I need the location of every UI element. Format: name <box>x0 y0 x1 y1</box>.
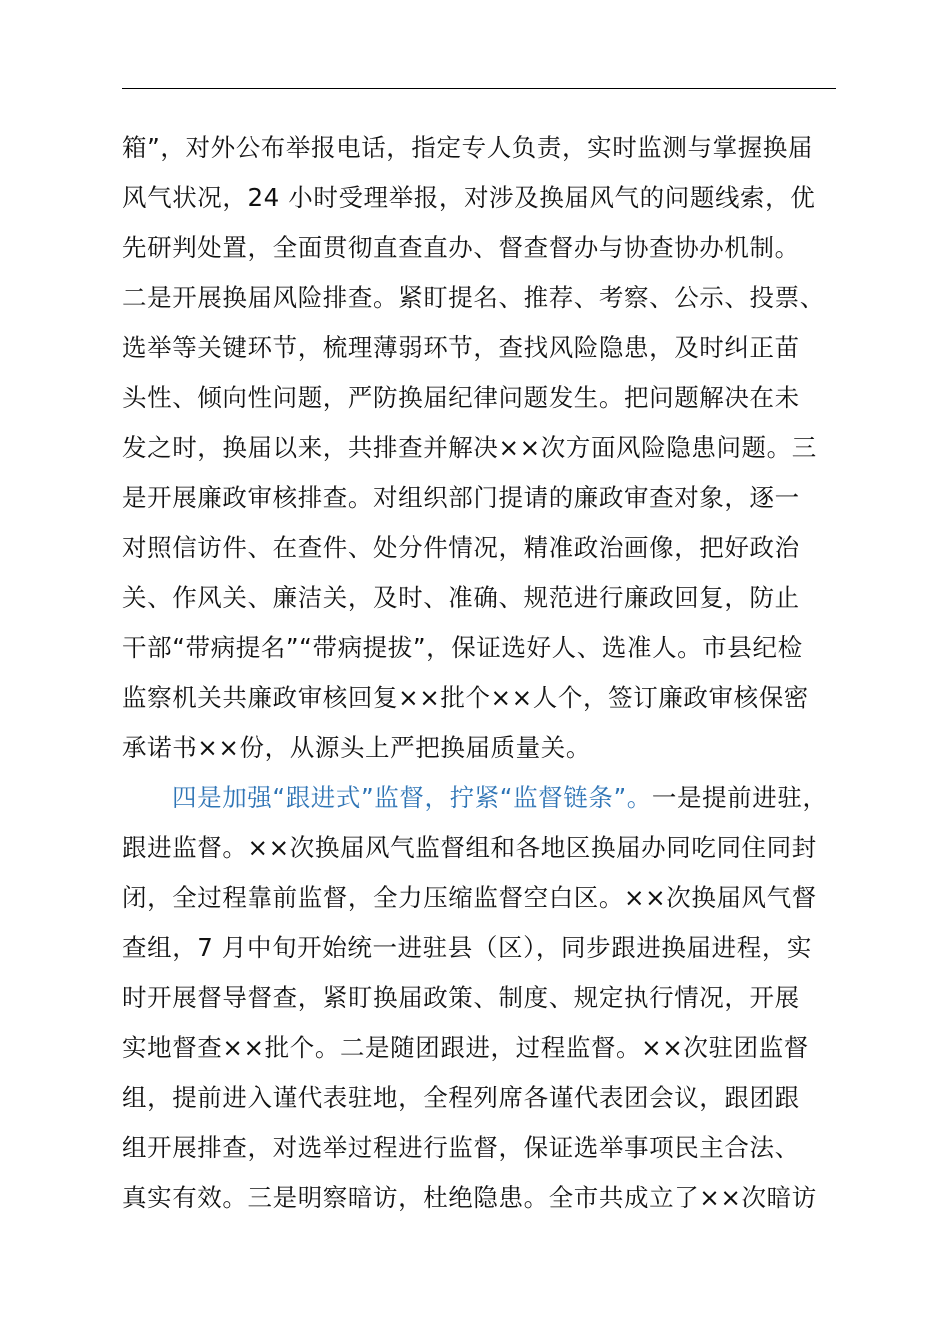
text-line: 对照信访件、在查件、处分件情况，精准政治画像，把好政治 <box>122 533 800 562</box>
text-line: 发之时，换届以来，共排查并解决××次方面风险隐患问题。三 <box>122 433 817 462</box>
text-line: 监察机关共廉政审核回复××批个××人个，签订廉政审核保密 <box>122 683 809 712</box>
text-line: 箱”，对外公布举报电话，指定专人负责，实时监测与掌握换届 <box>122 133 813 162</box>
text-line: 二是开展换届风险排查。紧盯提名、推荐、考察、公示、投票、 <box>122 283 825 312</box>
document-body <box>122 123 844 1223</box>
text-line: 干部“带病提名”“带病提拔”，保证选好人、选准人。市县纪检 <box>122 633 803 662</box>
text-line: 头性、倾向性问题，严防换届纪律问题发生。把问题解决在未 <box>122 383 800 412</box>
section-heading: 四是加强“跟进式”监督，拧紧“监督链条”。 <box>172 783 652 812</box>
text-line: 跟进监督。××次换届风气监督组和各地区换届办同吃同住同封 <box>122 833 817 862</box>
text-line: 闭，全过程靠前监督，全力压缩监督空白区。××次换届风气督 <box>122 883 817 912</box>
text-line: 组，提前进入谨代表驻地，全程列席各谨代表团会议，跟团跟 <box>122 1083 800 1112</box>
text-line: 真实有效。三是明察暗访，杜绝隐患。全市共成立了××次暗访 <box>122 1183 817 1212</box>
text-line: 实地督查××批个。二是随团跟进，过程监督。××次驻团监督 <box>122 1033 809 1062</box>
text-line: 查组，7 月中旬开始统一进驻县（区），同步跟进换届进程，实 <box>122 933 813 962</box>
text-line: 先研判处置，全面贯彻直查直办、督查督办与协查协办机制。 <box>122 233 800 262</box>
section-heading-tail: 一是提前进驻， <box>651 783 828 812</box>
text-line: 承诺书××份，从源头上严把换届质量关。 <box>122 733 591 762</box>
text-line: 选举等关键环节，梳理薄弱环节，查找风险隐患，及时纠正苗 <box>122 333 800 362</box>
text-line: 时开展督导督查，紧盯换届政策、制度、规定执行情况，开展 <box>122 983 800 1012</box>
text-line: 组开展排查，对选举过程进行监督，保证选举事项民主合法、 <box>122 1133 800 1162</box>
section-heading-line <box>122 773 844 823</box>
header-rule <box>122 88 836 89</box>
text-line: 风气状况，24 小时受理举报，对涉及换届风气的问题线索，优 <box>122 183 816 212</box>
text-line: 关、作风关、廉洁关，及时、准确、规范进行廉政回复，防止 <box>122 583 800 612</box>
text-line: 是开展廉政审核排查。对组织部门提请的廉政审查对象，逐一 <box>122 483 800 512</box>
